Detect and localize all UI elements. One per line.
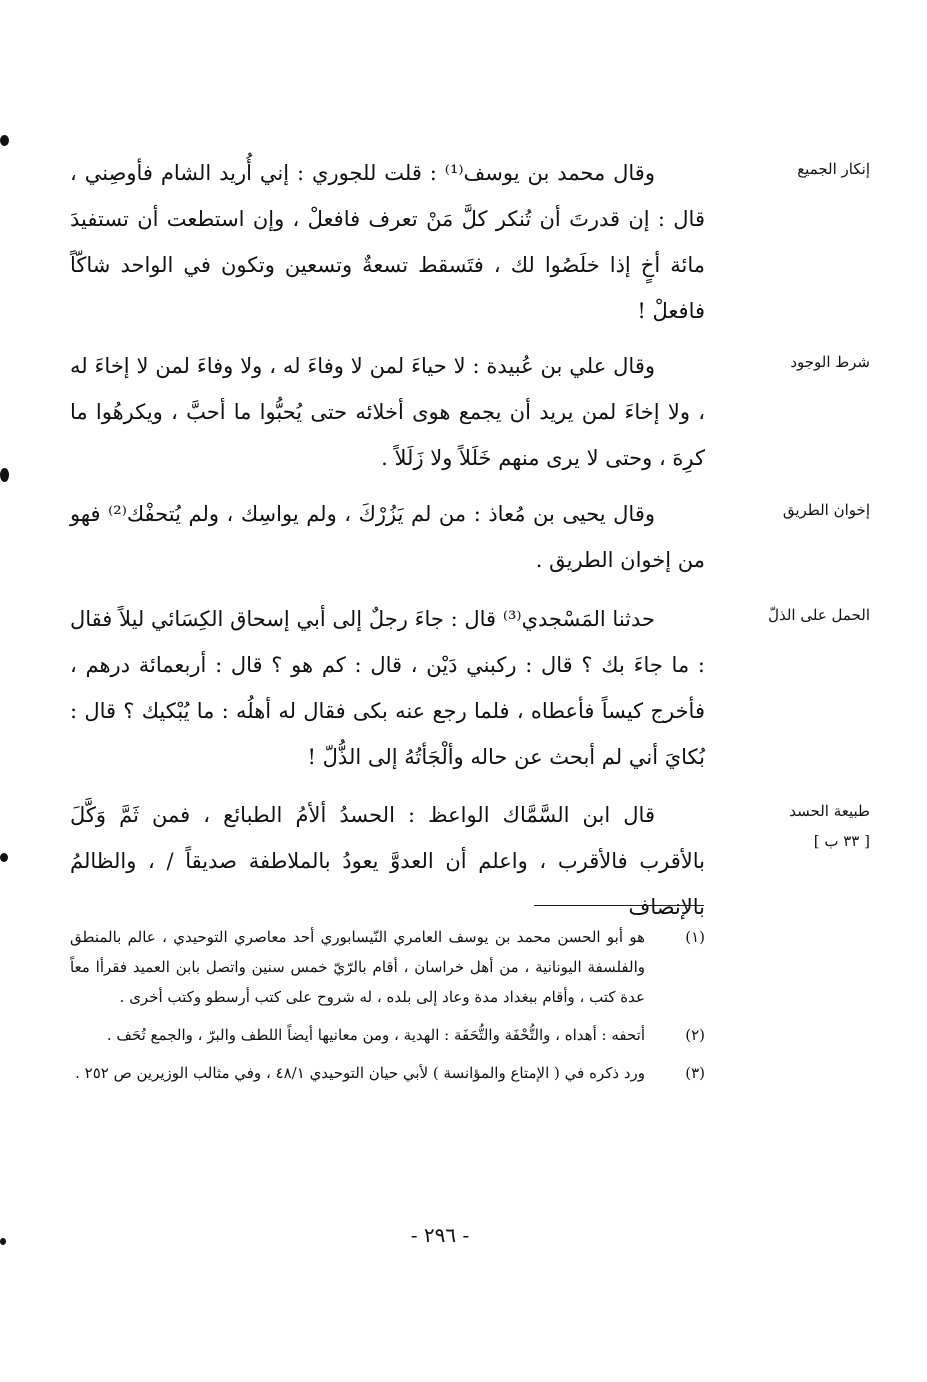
side-heading <box>760 600 870 630</box>
section-envy <box>70 792 870 919</box>
section-text: وقال علي بن عُبيدة : لا حياءَ لمن لا وفاءَ له ، ولا وفاءَ لمن لا إخاءَ له ، ولا إخاءَ لمن يريد أن يجمع هوى أخلائه حتى يُحبُّوا ما أحبَّ ، ويكرهُوا ما كرِهَ ، وحتى لا يرى منهم خَلَلاً ولا زَلَلاً . <box>70 354 705 470</box>
scan-edge-mark <box>0 468 9 482</box>
section-humiliation <box>70 596 870 786</box>
footnote-text: ورد ذكره في ( الإمتاع والمؤانسة ) لأبي حيان التوحيدي ٤٨/١ ، وفي مثالب الوزيرين ص ٢٥٢ . <box>75 1064 645 1082</box>
footnotes <box>70 922 705 1096</box>
side-heading <box>760 154 870 184</box>
side-heading <box>760 796 870 856</box>
section-text: قال ابن السَّمَّاك الواعظ : الحسدُ ألأمُ الطبائع ، فمن ثَمَّ وَكَّلَ بالأقرب فالأقرب ، واعلم أن العدوَّ يعودُ بالملاطفة صديقاً / ، والظالمُ بالإنصاف <box>70 803 705 919</box>
footnote-number: (٢) <box>685 1026 705 1044</box>
side-heading <box>760 347 870 377</box>
side-heading <box>760 495 870 525</box>
footnote <box>70 1058 705 1088</box>
section-condition <box>70 343 870 483</box>
scan-edge-mark <box>0 135 9 146</box>
page-number: - ٢٩٦ - <box>410 1223 470 1247</box>
side-heading-label: طبيعة الحسد <box>789 802 870 820</box>
footnote <box>70 1020 705 1050</box>
footnote-separator <box>534 905 704 906</box>
scan-edge-mark <box>0 853 8 862</box>
section-text: وقال يحيى بن مُعاذ : من لم يَزُرْكَ ، ولم يواسِك ، ولم يُتحفْك⁽²⁾ فهو من إخوان الطريق . <box>70 502 705 572</box>
footnote-text: هو أبو الحسن محمد بن يوسف العامري النّيسابوري أحد معاصري التوحيدي ، عالم بالمنطق والفلسفة اليونانية ، من أهل خراسان ، أقام بالرّيّ خمس سنين واتصل بابن العميد فقرأا معاً عدة كتب ، وأقام ببغداد مدة وعاد إلى بلده ، له شروح على كتب أرسطو وكتب أخرى . <box>70 928 645 1006</box>
footnote-text: أتحفه : أهداه ، والتُّحْفَة والتُّحَفَة : الهدية ، ومن معانيها أيضاً اللطف والبرّ ، والجمع تُحَف . <box>106 1026 645 1044</box>
side-heading-label: إخوان الطريق <box>782 501 870 519</box>
section-text: حدثنا المَسْجدي⁽³⁾ قال : جاءَ رجلٌ إلى أبي إسحاق الكِسَائي ليلاً فقال : ما جاءَ بك ؟ قال : ركبني دَيْن ، قال : كم هو ؟ قال : أربعمائة درهم ، فأخرج كيساً فأعطاه ، فلما رجع عنه بكى فقال له أهلُه : ما يُبْكيك ؟ قال : بُكايَ أني لم أبحث عن حاله وألْجَأتُهُ إلى الذُّلّ ! <box>70 607 705 769</box>
section-text: وقال محمد بن يوسف⁽¹⁾ : قلت للجوري : إني أُريد الشام فأوصِني ، قال : إن قدرتَ أن تُنكر كلَّ مَنْ تعرف فافعلْ ، وإن استطعت أن تستفيدَ مائة أخٍ إذا خلَصُوا لك ، فتَسقط تسعةٌ وتسعين وتكون في الواحد شاكّاً فافعلْ ! <box>70 161 705 323</box>
section-ungrateful <box>70 150 870 330</box>
side-heading-label: الحمل على الذلّ <box>768 606 870 624</box>
footnote <box>70 922 705 1012</box>
footnote-number: (٣) <box>685 1064 705 1082</box>
side-heading-label: إنكار الجميع <box>797 160 870 178</box>
manuscript-folio-ref: [ ٣٣ ب ] <box>813 832 870 850</box>
footnote-number: (١) <box>685 928 705 946</box>
side-heading-label: شرط الوجود <box>790 353 870 371</box>
section-road-brothers <box>70 491 870 586</box>
